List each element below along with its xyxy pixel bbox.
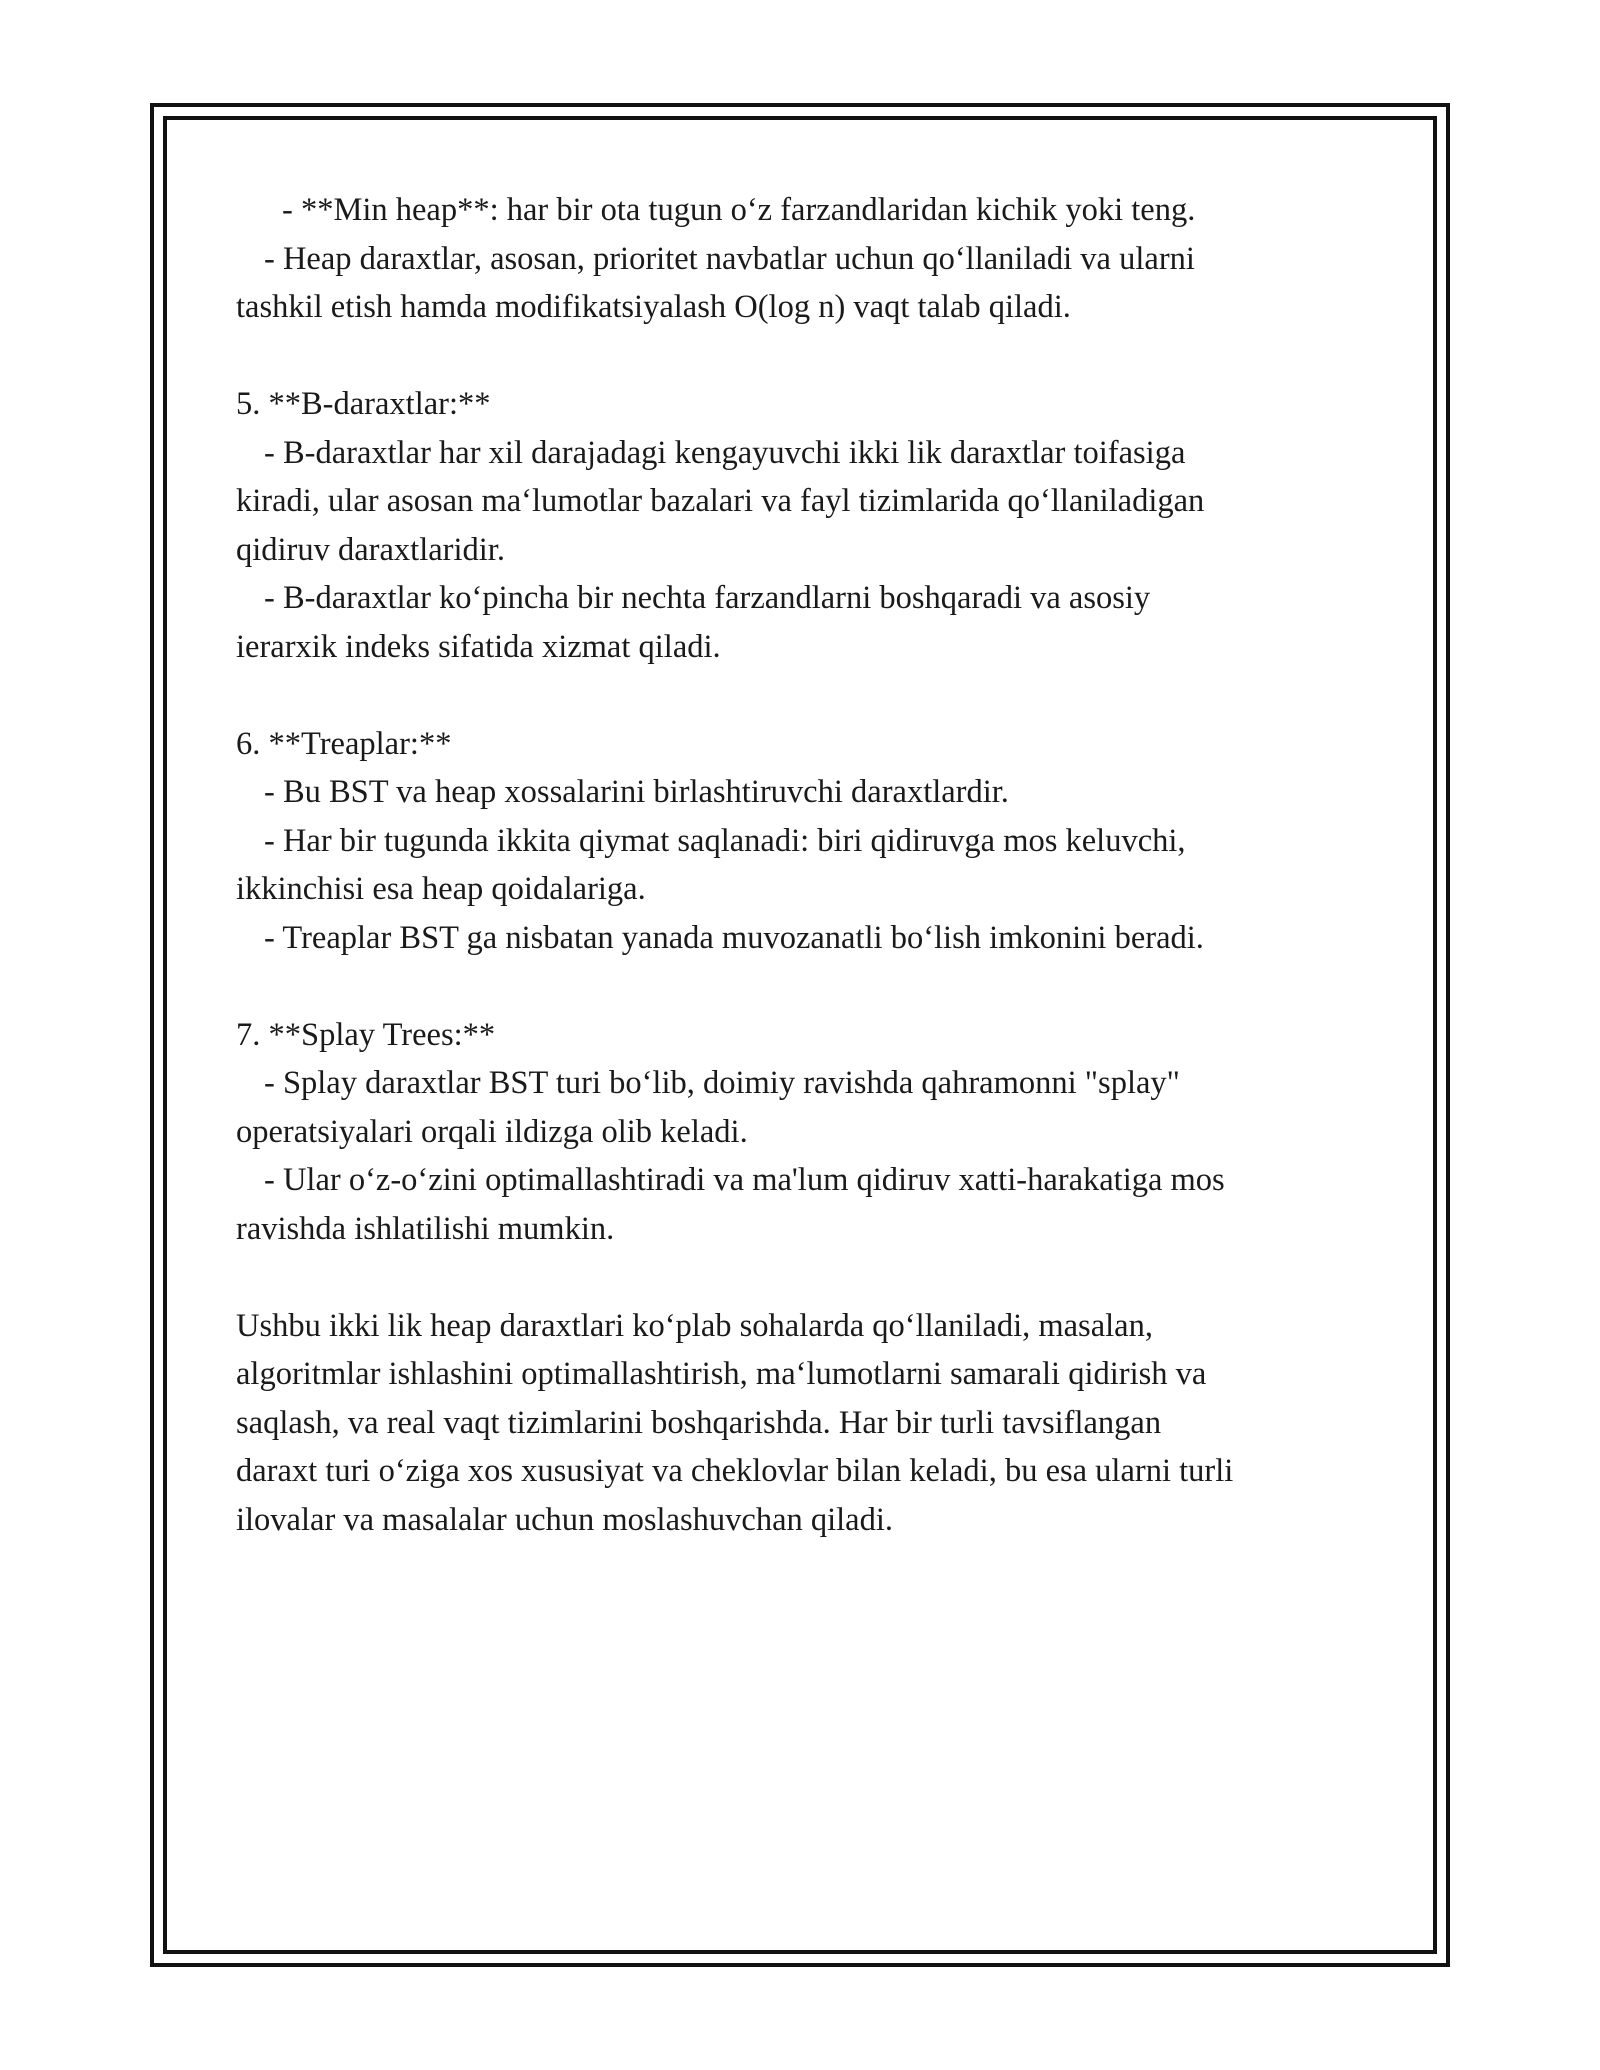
document-body xyxy=(236,186,1376,1544)
text-line: daraxt turi o‘ziga xos xususiyat va cheklovlar bilan keladi, bu esa ularni turli xyxy=(236,1453,1234,1489)
section-heading: 6. **Treaplar:** xyxy=(236,725,452,762)
text-line: - **Min heap**: har bir ota tugun o‘z farzandlaridan kichik yoki teng. xyxy=(282,192,1196,228)
text-line: Ushbu ikki lik heap daraxtlari ko‘plab sohalarda qo‘llaniladi, masalan, xyxy=(236,1307,1153,1344)
text-line: - Bu BST va heap xossalarini birlashtiruvchi daraxtlardir. xyxy=(264,774,1009,810)
text-line: - B-daraxtlar ko‘pincha bir nechta farzandlarni boshqaradi va asosiy xyxy=(264,580,1151,616)
section-heading: 7. **Splay Trees:** xyxy=(236,1016,496,1053)
text-line: qidiruv daraxtlaridir. xyxy=(236,531,505,568)
text-line: - Ular o‘z-o‘zini optimallashtiradi va ma'lum qidiruv xatti-harakatiga mos xyxy=(264,1162,1225,1198)
text-line: - B-daraxtlar har xil darajadagi kengayuvchi ikki lik daraxtlar toifasiga xyxy=(264,434,1186,471)
paragraph-gap xyxy=(236,1253,1376,1302)
text-line: kiradi, ular asosan ma‘lumotlar bazalari va fayl tizimlarida qo‘llaniladigan xyxy=(236,483,1205,519)
text-line: - Heap daraxtlar, asosan, prioritet navbatlar uchun qo‘llaniladi va ularni xyxy=(264,240,1195,277)
text-line: ilovalar va masalalar uchun moslashuvchan qiladi. xyxy=(236,1501,894,1538)
text-line: ravishda ishlatilishi mumkin. xyxy=(236,1210,615,1247)
text-line: tashkil etish hamda modifikatsiyalash O(log n) vaqt talab qiladi. xyxy=(236,289,1071,325)
text-line: - Splay daraxtlar BST turi bo‘lib, doimiy ravishda qahramonni "splay" xyxy=(264,1065,1180,1101)
text-line: ikkinchisi esa heap qoidalariga. xyxy=(236,871,646,907)
paragraph-gap xyxy=(236,671,1376,720)
text-line: - Har bir tugunda ikkita qiymat saqlanadi: biri qidiruvga mos keluvchi, xyxy=(264,822,1186,859)
text-line: ierarxik indeks sifatida xizmat qiladi. xyxy=(236,628,721,665)
section-heading: 5. **B-daraxtlar:** xyxy=(236,386,491,422)
paragraph-gap xyxy=(236,332,1376,381)
paragraph-gap xyxy=(236,962,1376,1011)
text-line: operatsiyalari orqali ildizga olib keladi. xyxy=(236,1113,748,1150)
text-line: saqlash, va real vaqt tizimlarini boshqarishda. Har bir turli tavsiflangan xyxy=(236,1404,1162,1441)
text-line: - Treaplar BST ga nisbatan yanada muvozanatli bo‘lish imkonini beradi. xyxy=(264,919,1204,956)
text-line: algoritmlar ishlashini optimallashtirish, ma‘lumotlarni samarali qidirish va xyxy=(236,1356,1207,1392)
